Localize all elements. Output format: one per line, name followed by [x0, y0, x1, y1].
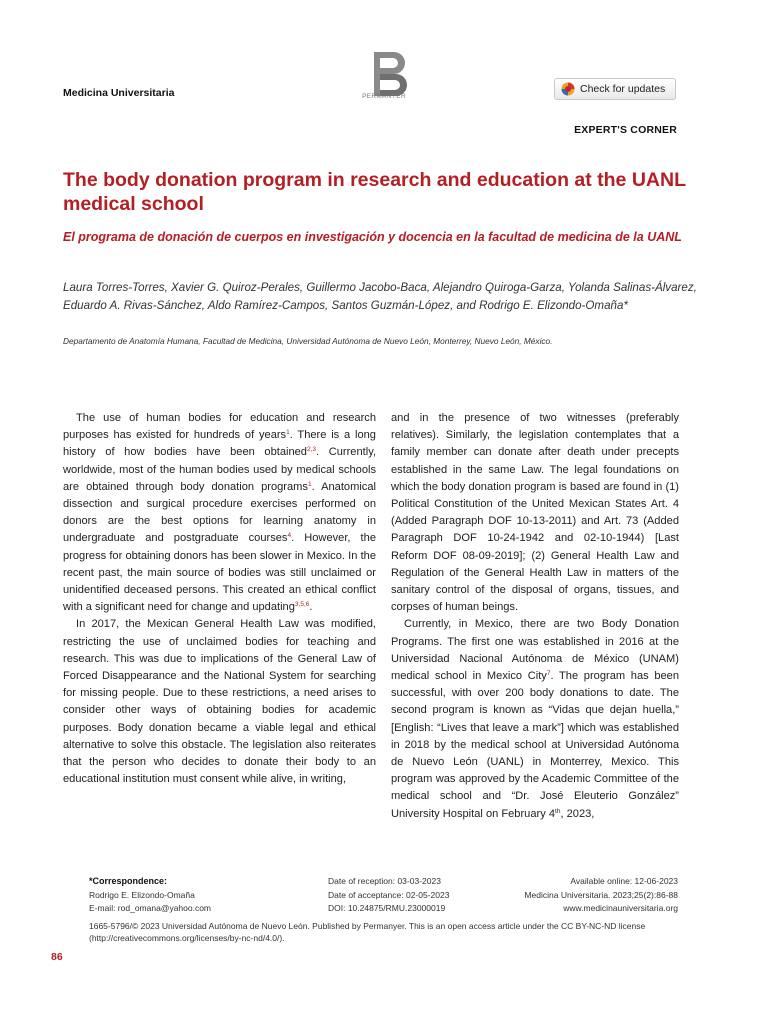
citation-ref[interactable]: 3,5,6	[294, 601, 310, 609]
citation-ref[interactable]: 7	[546, 670, 551, 678]
page-number: 86	[51, 951, 63, 963]
text-run: . However, the progress for obtaining donors has been slower in Mexico. In the recent past, the main source of bodies was still unclaimed or unidentified deceased persons. This created an ethical conflict with a significant need for change and updating	[63, 532, 376, 614]
paragraph	[391, 616, 679, 822]
citation-ref[interactable]: 2,3	[306, 446, 317, 454]
check-updates-label: Check for updates	[580, 83, 666, 95]
correspondence-name: Rodrigo E. Elizondo-Omaña	[89, 889, 195, 900]
article-subtitle: El programa de donación de cuerpos en investigación y docencia en la facultad de medicina de la UANL	[63, 230, 682, 244]
author-list: Laura Torres-Torres, Xavier G. Quiroz-Perales, Guillermo Jacobo-Baca, Alejandro Quiroga-Garza, Yolanda Salinas-Álvarez, Eduardo A. Rivas-Sánchez, Aldo Ramírez-Campos, Santos Guzmán-López, and Rodrigo E. Elizondo-Omaña*	[63, 281, 697, 312]
publication-block	[500, 875, 678, 916]
check-for-updates-button[interactable]	[554, 78, 676, 100]
citation-ref[interactable]: 1	[286, 429, 290, 437]
affiliation: Departamento de Anatomía Humana, Facultad de Medicina, Universidad Autónoma de Nuevo León, Monterrey, Nuevo León, México.	[63, 336, 553, 346]
text-run: , 2023,	[560, 807, 595, 820]
citation-info: Medicina Universitaria. 2023;25(2):86-88	[524, 889, 678, 900]
date-reception: Date of reception: 03-03-2023	[328, 876, 441, 886]
journal-name: Medicina Universitaria	[63, 87, 175, 99]
text-run: . The program has been successful, with over 200 body donations to date. The second program is known as “Vidas que dejan huella,” [English: “Lives that leave a mark”] which was established in 2018 by the medical school at Universidad Autónoma de Nuevo León (UANL) in Monterrey, Mexico. This program was approved by the Academic Committee of the medical school and “Dr. José Eleuterio González” University Hospital on February 4	[391, 670, 679, 820]
article-title: The body donation program in research and education at the UANL medical school	[63, 169, 686, 215]
correspondence-block	[89, 875, 309, 916]
correspondence-email[interactable]: E-mail: rod_omana@yahoo.com	[89, 903, 212, 913]
section-label: EXPERT'S CORNER	[574, 124, 677, 136]
paragraph: In 2017, the Mexican General Health Law was modified, restricting the use of unclaimed bodies for teaching and research. This was due to implications of the General Law of Forced Disappearance and the National System for searching for missing people. Due to these restrictions, a need arises to consider other ways of obtaining bodies for academic purposes. Body donation became a viable legal and ethical alternative to solve this obstacle. The legislation also reiterates that the person who decides to donate their body to an educational institution must consent while alive, in writing,	[63, 618, 376, 786]
available-online: Available online: 12-06-2023	[570, 876, 678, 886]
license-notice: 1665-5796/© 2023 Universidad Autónoma de Nuevo León. Published by Permanyer. This is an open access article under the CC BY-NC-ND license (http://creativecommons.org/licenses/by-nc-nd/4.0/).	[89, 921, 646, 943]
body-column-left	[63, 410, 376, 788]
dates-block	[328, 875, 508, 916]
ordinal-suffix: th	[555, 807, 561, 815]
paragraph: and in the presence of two witnesses (preferably relatives). Similarly, the legislation contemplates that a family member can donate after death under precepts established in the same Law. The legal foundations on which the body donation program is based are found in (1) Political Constitution of the United Mexican States Art. 4 (Added Paragraph DOF 10-13-2011) and Art. 73 (Added Paragraph DOF 10-24-1942 and 02-10-1944) [Last Reform DOF 08-09-2019]; (2) General Health Law and Regulation of the General Health Law in matters of the sanitary control of the disposal of organs, tissues, and corpses of human beings.	[391, 412, 679, 614]
text-run: . Anatomical dissection and surgical procedure exercises performed on donors are the best options for learning anatomy in undergraduate and postgraduate courses	[63, 480, 376, 545]
text-run: Currently, in Mexico, there are two Body Donation Programs. The first one was established in 2016 at the Universidad Nacional Autónoma de México (UNAM) medical school in Mexico City	[391, 618, 679, 683]
text-run: .	[309, 601, 313, 614]
text-run: . There is a long history of how bodies have been obtained	[63, 429, 376, 459]
body-column-right	[391, 410, 679, 823]
paragraph	[63, 410, 376, 616]
permanyer-logo-text: PERMANYER	[362, 93, 406, 100]
correspondence-label: *Correspondence:	[89, 876, 168, 886]
text-run: . Currently, worldwide, most of the human bodies used by medical schools are obtained through body donation programs	[63, 446, 376, 493]
date-acceptance: Date of acceptance: 02-05-2023	[328, 889, 450, 900]
doi-link[interactable]: DOI: 10.24875/RMU.23000019	[328, 903, 446, 913]
citation-ref[interactable]: 1	[307, 480, 312, 488]
text-run: The use of human bodies for education and research purposes has existed for hundreds of years	[63, 412, 376, 442]
citation-ref[interactable]: 4	[287, 532, 292, 540]
check-updates-icon	[561, 82, 575, 96]
journal-website-link[interactable]: www.medicinauniversitaria.org	[563, 903, 678, 913]
